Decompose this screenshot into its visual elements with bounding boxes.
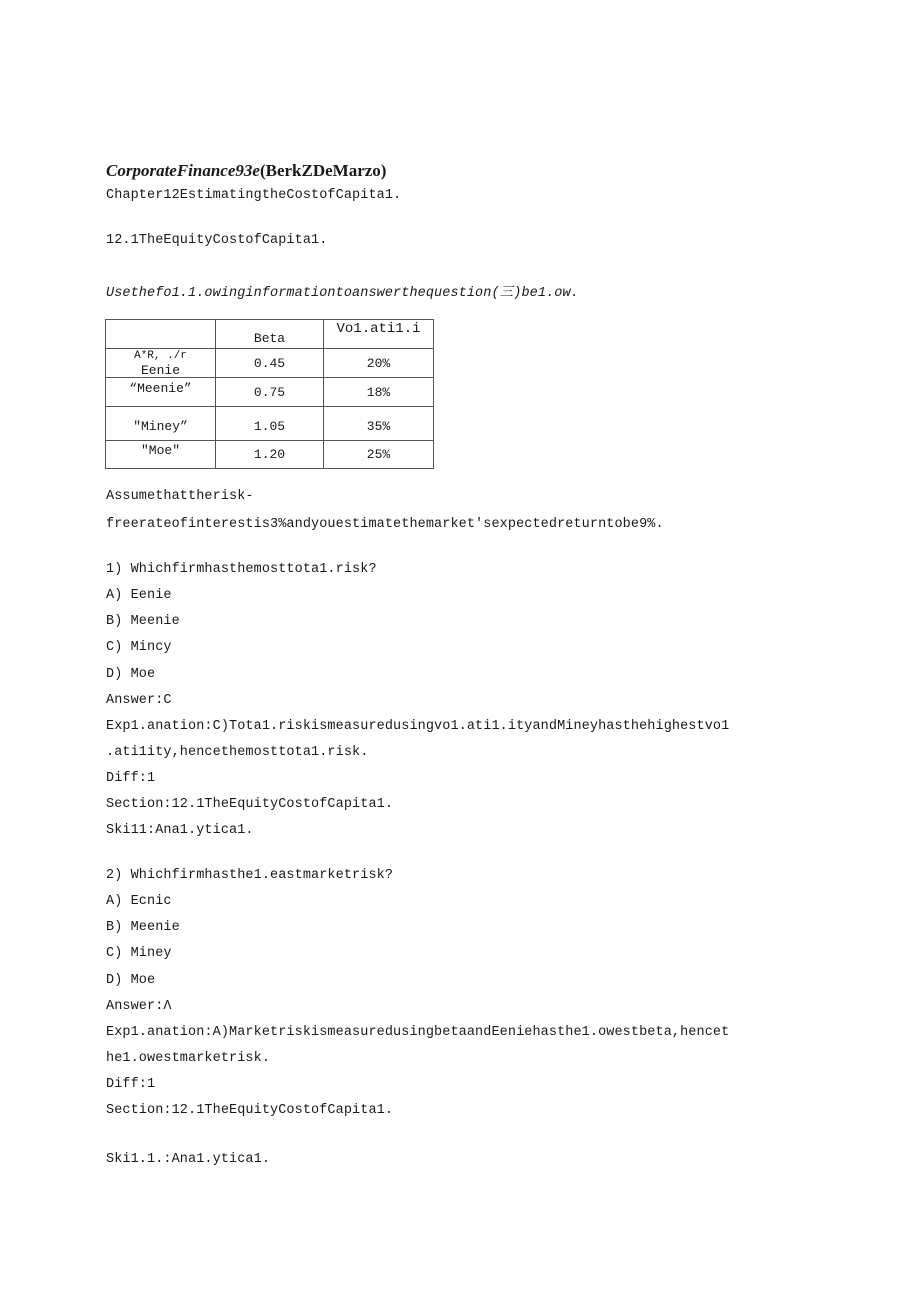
firm-cell-garbled-text: A*R, ./r [134,350,187,362]
question-2-explanation: Exp1.anation:A)MarketriskismeasuredusingbetaandEeniehasthe1.owestbeta,hencet [106,1025,730,1040]
question-1-answer: Answer:C [106,693,172,708]
instruction-text: Usethefo1.1.owinginformationtoanswerthequestion(三)be1.ow. [106,286,579,301]
volatility-cell: 35% [324,407,434,441]
beta-cell: 1.20 [216,441,324,469]
question-1-option-c: C) Mincy [106,640,172,655]
assumption-line-2: freerateofinterestis3%andyouestimatethemarket'sexpectedreturntobe9%. [106,517,664,532]
beta-cell: 0.45 [216,349,324,378]
header-cell-beta: Beta [216,320,324,349]
question-2-answer: Answer:Λ [106,999,172,1014]
header-cell-empty [106,320,216,349]
question-2-option-d: D) Moe [106,973,156,988]
question-1-section: Section:12.1TheEquityCostofCapita1. [106,797,394,812]
question-2-explanation-cont: he1.owestmarketrisk. [106,1051,271,1066]
firm-name: "Moe" [140,443,180,458]
question-1-text: 1) Whichfirmhasthemosttota1.risk? [106,562,377,577]
chapter-heading: Chapter12EstimatingtheCostofCapita1. [106,188,402,203]
firm-cell [106,441,216,469]
question-1-explanation-cont: .ati1ity,hencethemosttota1.risk. [106,745,369,760]
question-2-section: Section:12.1TheEquityCostofCapita1. [106,1103,394,1118]
firm-cell [106,407,216,441]
volatility-cell: 25% [324,441,434,469]
firm-cell [106,349,216,378]
table-row [106,378,434,407]
question-1-option-a: A) Eenie [106,588,172,603]
question-1-option-d: D) Moe [106,667,156,682]
question-2-text: 2) Whichfirmhasthe1.eastmarketrisk? [106,868,394,883]
question-2-difficulty: Diff:1 [106,1077,156,1092]
book-title: CorporateFinance93e(BerkZDeMarzo) [106,161,387,180]
firm-cell [106,378,216,407]
table-row [106,349,434,378]
beta-cell: 1.05 [216,407,324,441]
volatility-cell: 20% [324,349,434,378]
question-1-skill: Ski11:Ana1.ytica1. [106,823,254,838]
question-1-explanation: Exp1.anation:C)Tota1.riskismeasuredusingvo1.ati1.ityandMineyhasthehighestvo1 [106,719,730,734]
assumption-line-1: Assumethattherisk- [106,489,254,504]
table-row [106,441,434,469]
question-1-option-b: B) Meenie [106,614,180,629]
firm-name: Eenie [140,363,180,378]
question-2-option-a: A) Ecnic [106,894,172,909]
table-row [106,407,434,441]
question-2-option-c: C) Miney [106,946,172,961]
beta-cell: 0.75 [216,378,324,407]
question-1-difficulty: Diff:1 [106,771,156,786]
firm-data-table [105,319,434,469]
question-2-skill: Ski1.1.:Ana1.ytica1. [106,1152,271,1167]
question-2-option-b: B) Meenie [106,920,180,935]
section-heading: 12.1TheEquityCostofCapita1. [106,233,328,248]
firm-name: "Miney” [133,419,188,434]
firm-name: “Meenie” [129,380,192,396]
table-header-row [106,320,434,349]
header-cell-volatility: Vo1.ati1.i [324,320,434,349]
volatility-cell: 18% [324,378,434,407]
